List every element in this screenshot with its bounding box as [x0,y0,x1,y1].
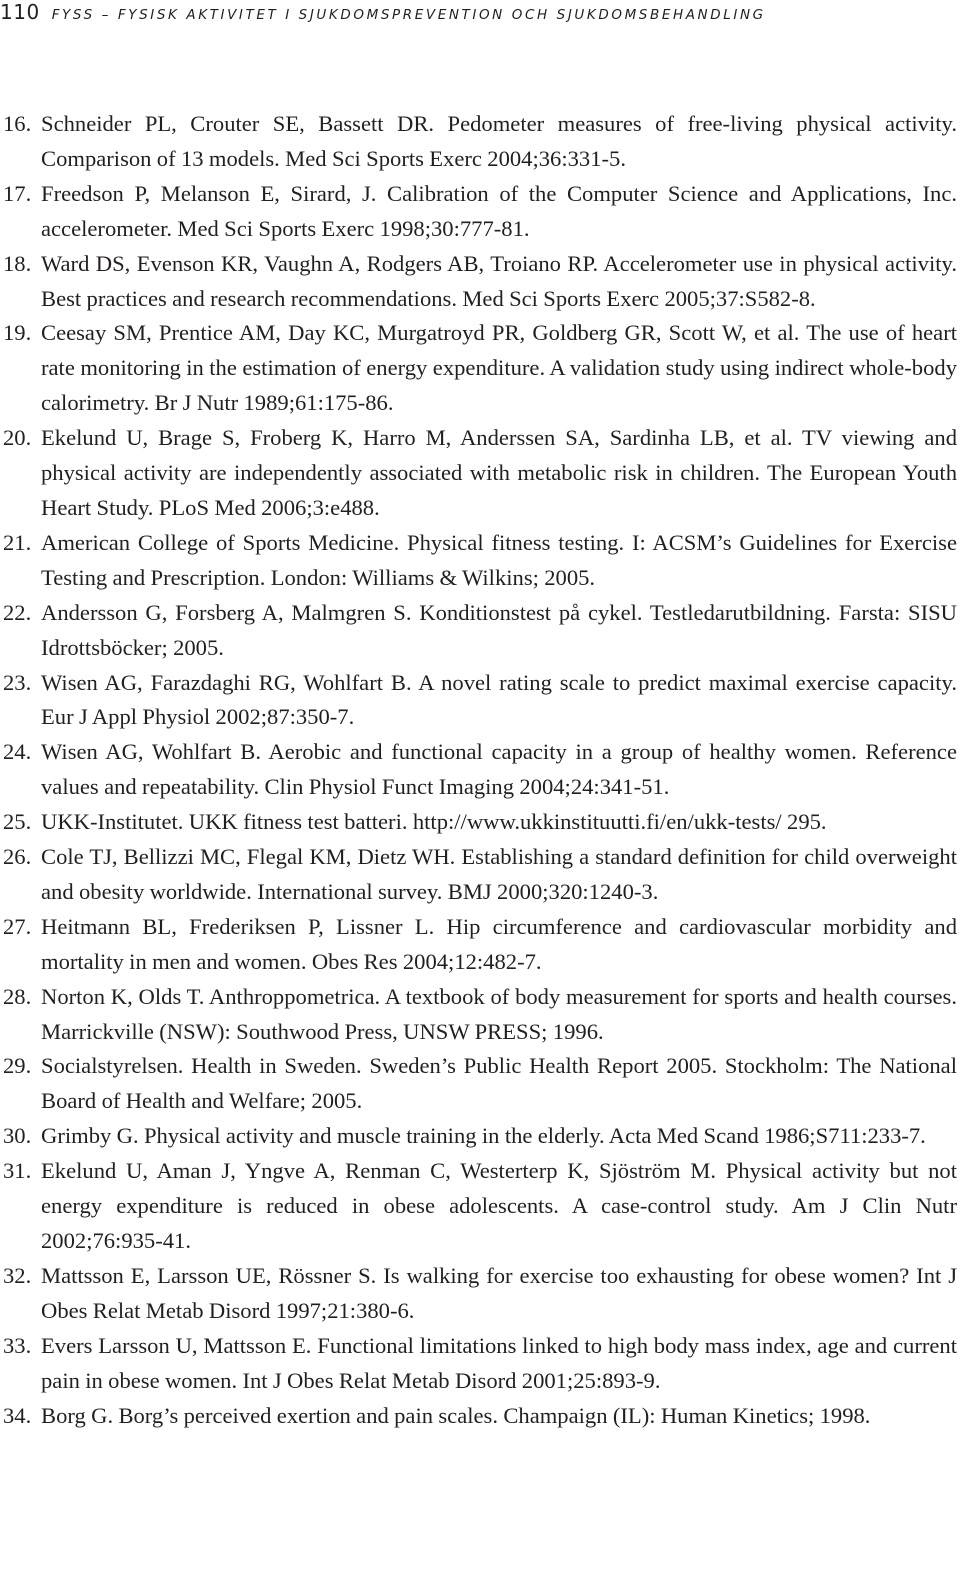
reference-text: Evers Larsson U, Mattsson E. Functional limitations linked to high body mass index, age and current pain in obese women. Int J Obes Relat Metab Disord 2001;25:893-9. [41,1332,957,1393]
reference-text: Schneider PL, Crouter SE, Bassett DR. Pedometer measures of free-living physical activity. Comparison of 13 models. Med Sci Sports Exerc 2004;36:331-5. [41,111,957,171]
reference-text: Cole TJ, Bellizzi MC, Flegal KM, Dietz WH. Establishing a standard definition for child overweight and obesity worldwide. International survey. BMJ 2000;320:1240-3. [41,844,957,904]
reference-item [0,1119,957,1154]
reference-item [0,1399,957,1434]
reference-item [0,1329,957,1399]
reference-item [0,421,957,526]
reference-number: 21. [3,529,32,555]
reference-text: Ward DS, Evenson KR, Vaughn A, Rodgers AB, Troiano RP. Accelerometer use in physical activity. Best practices and research recommendations. Med Sci Sports Exerc 2005;37:S582-8. [41,250,957,311]
reference-number: 25. [3,809,32,835]
reference-text: American College of Sports Medicine. Physical fitness testing. I: ACSM’s Guidelines for Exercise Testing and Prescription. London: Williams & Wilkins; 2005. [41,529,957,590]
reference-number: 24. [3,739,32,765]
reference-number: 28. [3,983,32,1009]
reference-number: 32. [3,1262,32,1288]
reference-text: Mattsson E, Larsson UE, Rössner S. Is walking for exercise too exhausting for obese women? Int J Obes Relat Metab Disord 1997;21:380-6. [41,1262,957,1323]
reference-item [0,107,957,177]
reference-number: 23. [3,669,32,695]
reference-item [0,1154,957,1259]
reference-number: 16. [3,111,32,136]
reference-number: 19. [3,320,32,346]
reference-text: Ekelund U, Aman J, Yngve A, Renman C, Westerterp K, Sjöström M. Physical activity but not energy expenditure is reduced in obese adolescents. A case-control study. Am J Clin Nutr 2002;76:935-41. [41,1158,957,1253]
reference-item [0,177,957,247]
reference-item [0,840,957,910]
reference-list [0,107,957,1433]
reference-text: Heitmann BL, Frederiksen P, Lissner L. Hip circumference and cardiovascular morbidity and mortality in men and women. Obes Res 2004;12:482-7. [41,913,957,974]
reference-text: Wisen AG, Wohlfart B. Aerobic and functional capacity in a group of healthy women. Reference values and repeatability. Clin Physiol Funct Imaging 2004;24:341-51. [41,739,957,800]
reference-text: Freedson P, Melanson E, Sirard, J. Calibration of the Computer Science and Applications, Inc. accelerometer. Med Sci Sports Exerc 1998;30:777-81. [41,180,957,241]
reference-number: 17. [3,180,32,206]
reference-number: 31. [3,1158,32,1184]
page-number: 110 [0,0,40,24]
reference-item [0,805,957,840]
reference-text: Wisen AG, Farazdaghi RG, Wohlfart B. A novel rating scale to predict maximal exercise capacity. Eur J Appl Physiol 2002;87:350-7. [41,669,957,730]
reference-number: 20. [3,425,32,451]
reference-text: Grimby G. Physical activity and muscle training in the elderly. Acta Med Scand 1986;S711:233-7. [41,1123,926,1149]
running-head [0,0,766,28]
reference-item [0,735,957,805]
reference-item [0,1259,957,1329]
reference-text: Norton K, Olds T. Anthroppometrica. A textbook of body measurement for sports and health courses. Marrickville (NSW): Southwood Press, UNSW PRESS; 1996. [41,983,957,1044]
reference-text: Andersson G, Forsberg A, Malmgren S. Konditionstest på cykel. Testledarutbildning. Farsta: SISU Idrottsböcker; 2005. [41,599,957,660]
reference-text: Borg G. Borg’s perceived exertion and pain scales. Champaign (IL): Human Kinetics; 1998. [41,1402,871,1428]
reference-item [0,910,957,980]
reference-text: Ceesay SM, Prentice AM, Day KC, Murgatroyd PR, Goldberg GR, Scott W, et al. The use of heart rate monitoring in the estimation of energy expenditure. A validation study using indirect whole-body calorimetry. Br J Nutr 1989;61:175-86. [41,320,957,416]
running-head-title: FYSS – FYSISK AKTIVITET I SJUKDOMSPREVENTION OCH SJUKDOMSBEHANDLING [51,7,766,23]
reference-number: 22. [3,599,32,625]
reference-number: 18. [3,250,32,276]
reference-item [0,596,957,666]
reference-text: Socialstyrelsen. Health in Sweden. Sweden’s Public Health Report 2005. Stockholm: The National Board of Health and Welfare; 2005. [41,1053,957,1114]
reference-text: UKK-Institutet. UKK fitness test batteri. http://www.ukkinstituutti.fi/en/ukk-tests/ 295. [41,809,827,835]
reference-number: 30. [3,1123,32,1149]
reference-item [0,1049,957,1119]
reference-number: 29. [3,1053,32,1079]
reference-item [0,666,957,736]
reference-number: 33. [3,1332,32,1358]
reference-item [0,247,957,317]
reference-item [0,526,957,596]
reference-number: 27. [3,913,32,939]
reference-item [0,980,957,1050]
reference-item [0,316,957,421]
reference-text: Ekelund U, Brage S, Froberg K, Harro M, Anderssen SA, Sardinha LB, et al. TV viewing and physical activity are independently associated with metabolic risk in children. The European Youth Heart Study. PLoS Med 2006;3:e488. [41,425,957,520]
reference-number: 34. [3,1402,32,1428]
reference-number: 26. [3,844,32,870]
